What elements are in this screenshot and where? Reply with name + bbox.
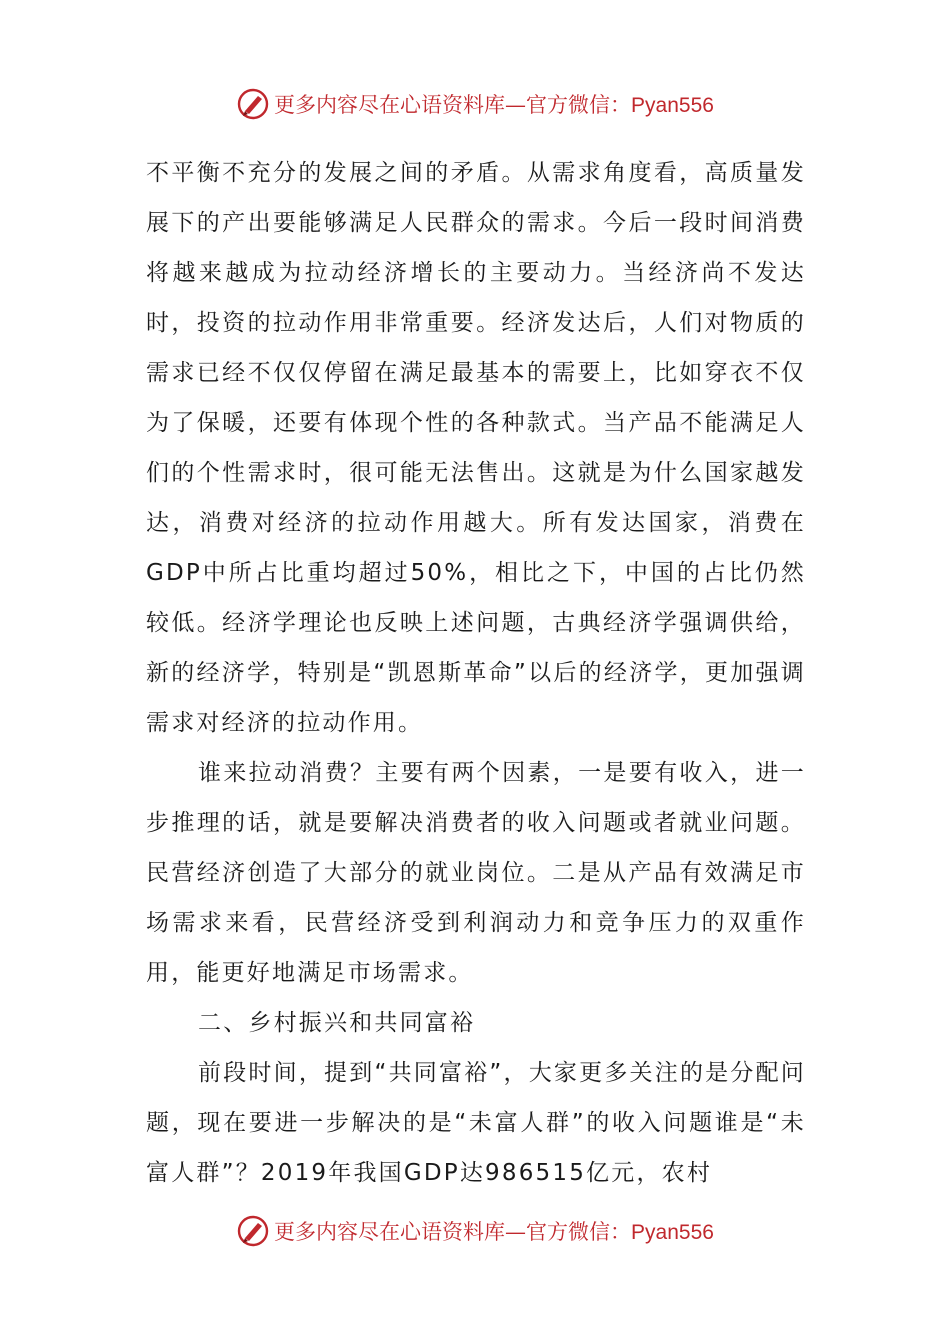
footer-banner [0, 1211, 950, 1251]
document-body [146, 148, 806, 1198]
banner-text: 更多内容尽在心语资料库—官方微信：Pyan556 [274, 93, 714, 117]
banner-text: 更多内容尽在心语资料库—官方微信：Pyan556 [274, 1220, 714, 1244]
pen-logo-icon [236, 87, 270, 121]
paragraph-common-prosperity: 前段时间，提到“共同富裕”，大家更多关注的是分配问题，现在要进一步解决的是“未富人群”的收入问题谁是“未富人群”？2019年我国GDP达986515亿元，农村 [146, 1060, 806, 1186]
paragraph-consumption-demand: 不平衡不充分的发展之间的矛盾。从需求角度看，高质量发展下的产出要能够满足人民群众的需求。今后一段时间消费将越来越成为拉动经济增长的主要动力。当经济尚不发达时，投资的拉动作用非常重要。经济发达后，人们对物质的需求已经不仅仅停留在满足最基本的需要上，比如穿衣不仅为了保暖，还要有体现个性的各种款式。当产品不能满足人们的个性需求时，很可能无法售出。这就是为什么国家越发达，消费对经济的拉动作用越大。所有发达国家，消费在GDP中所占比重均超过50%，相比之下，中国的占比仍然较低。经济学理论也反映上述问题，古典经济学强调供给，新的经济学，特别是“凯恩斯革命”以后的经济学，更加强调需求对经济的拉动作用。 [146, 160, 806, 736]
header-banner [0, 84, 950, 124]
section-heading: 二、乡村振兴和共同富裕 [198, 1010, 476, 1036]
wechat-handle: Pyan556 [631, 94, 714, 117]
wechat-handle: Pyan556 [631, 1221, 714, 1244]
paragraph-who-drives-consumption: 谁来拉动消费？主要有两个因素，一是要有收入，进一步推理的话，就是要解决消费者的收入问题或者就业问题。民营经济创造了大部分的就业岗位。二是从产品有效满足市场需求来看，民营经济受到利润动力和竞争压力的双重作用，能更好地满足市场需求。 [146, 760, 806, 986]
pen-logo-icon [236, 1214, 270, 1248]
